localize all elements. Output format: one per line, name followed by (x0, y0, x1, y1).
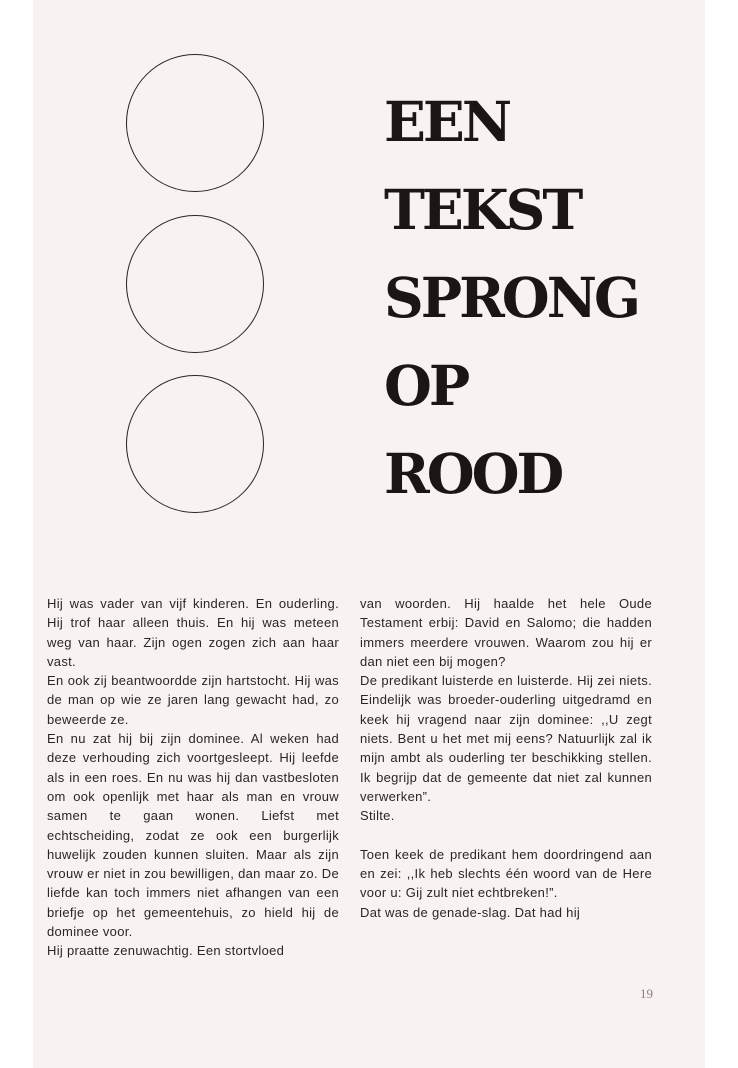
paragraph: En nu zat hij bij zijn dominee. Al weken had deze verhouding zich voortgesleept. Hij leefde als in een roes. En nu was hij dan vastbesloten om ook openlijk met haar als man en vrouw samen te gaan wonen. Liefst met echtscheiding, zodat ze ook een burgerlijk huwelijk zouden kunnen sluiten. Maar als zijn vrouw er niet in zou bewilligen, dan maar zo. De liefde kan toch immers niet afhangen van een briefje op het gemeentehuis, zo hield hij de dominee voor. (47, 731, 339, 940)
title-line: TEKST (384, 177, 581, 242)
circle-bottom (126, 375, 264, 513)
paragraph-gap (360, 826, 652, 845)
circle-top (126, 54, 264, 192)
circle-middle (126, 215, 264, 353)
title-line: ROOD (384, 441, 562, 506)
text-column-right (360, 594, 652, 922)
paragraph: van woorden. Hij haalde het hele Oude Testament erbij: David en Salomo; die hadden immers meerdere vrouwen. Waarom zou hij er dan niet een bij mogen? (360, 596, 652, 669)
paragraph: En ook zij beantwoordde zijn hartstocht. Hij was de man op wie ze jaren lang gewacht had, zo beweerde ze. (47, 673, 339, 727)
article-title (384, 78, 684, 518)
title-line: EEN (384, 89, 510, 154)
paragraph: Stilte. (360, 808, 395, 824)
paragraph: Dat was de genade-slag. Dat had hij (360, 904, 581, 920)
text-column-left (47, 594, 339, 961)
paragraph: Hij was vader van vijf kinderen. En ouderling. Hij trof haar alleen thuis. En hij was meteen weg van haar. Zijn ogen zogen zich aan haar vast. (47, 596, 339, 669)
paragraph: De predikant luisterde en luisterde. Hij zei niets. Eindelijk was broeder-ouderling uitgedramd en keek hij vragend naar zijn dominee: ,,U zegt niets. Bent u het met mij eens? Natuurlijk zal ik mijn ambt als ouderling ter beschikking stellen. Ik begrijp dat de gemeente dat niet zal kunnen verwerken”. (360, 673, 652, 804)
paragraph: Toen keek de predikant hem doordringend aan en zei: ,,Ik heb slechts één woord van de Here voor u: Gij zult niet echtbreken!”. (360, 846, 652, 901)
title-line: OP (384, 353, 468, 418)
circle-decoration (126, 54, 268, 524)
book-page (33, 0, 705, 1068)
page-number: 19 (640, 986, 653, 1001)
paragraph: Hij praatte zenuwachtig. Een stortvloed (47, 943, 285, 959)
title-line: SPRONG (384, 265, 638, 330)
